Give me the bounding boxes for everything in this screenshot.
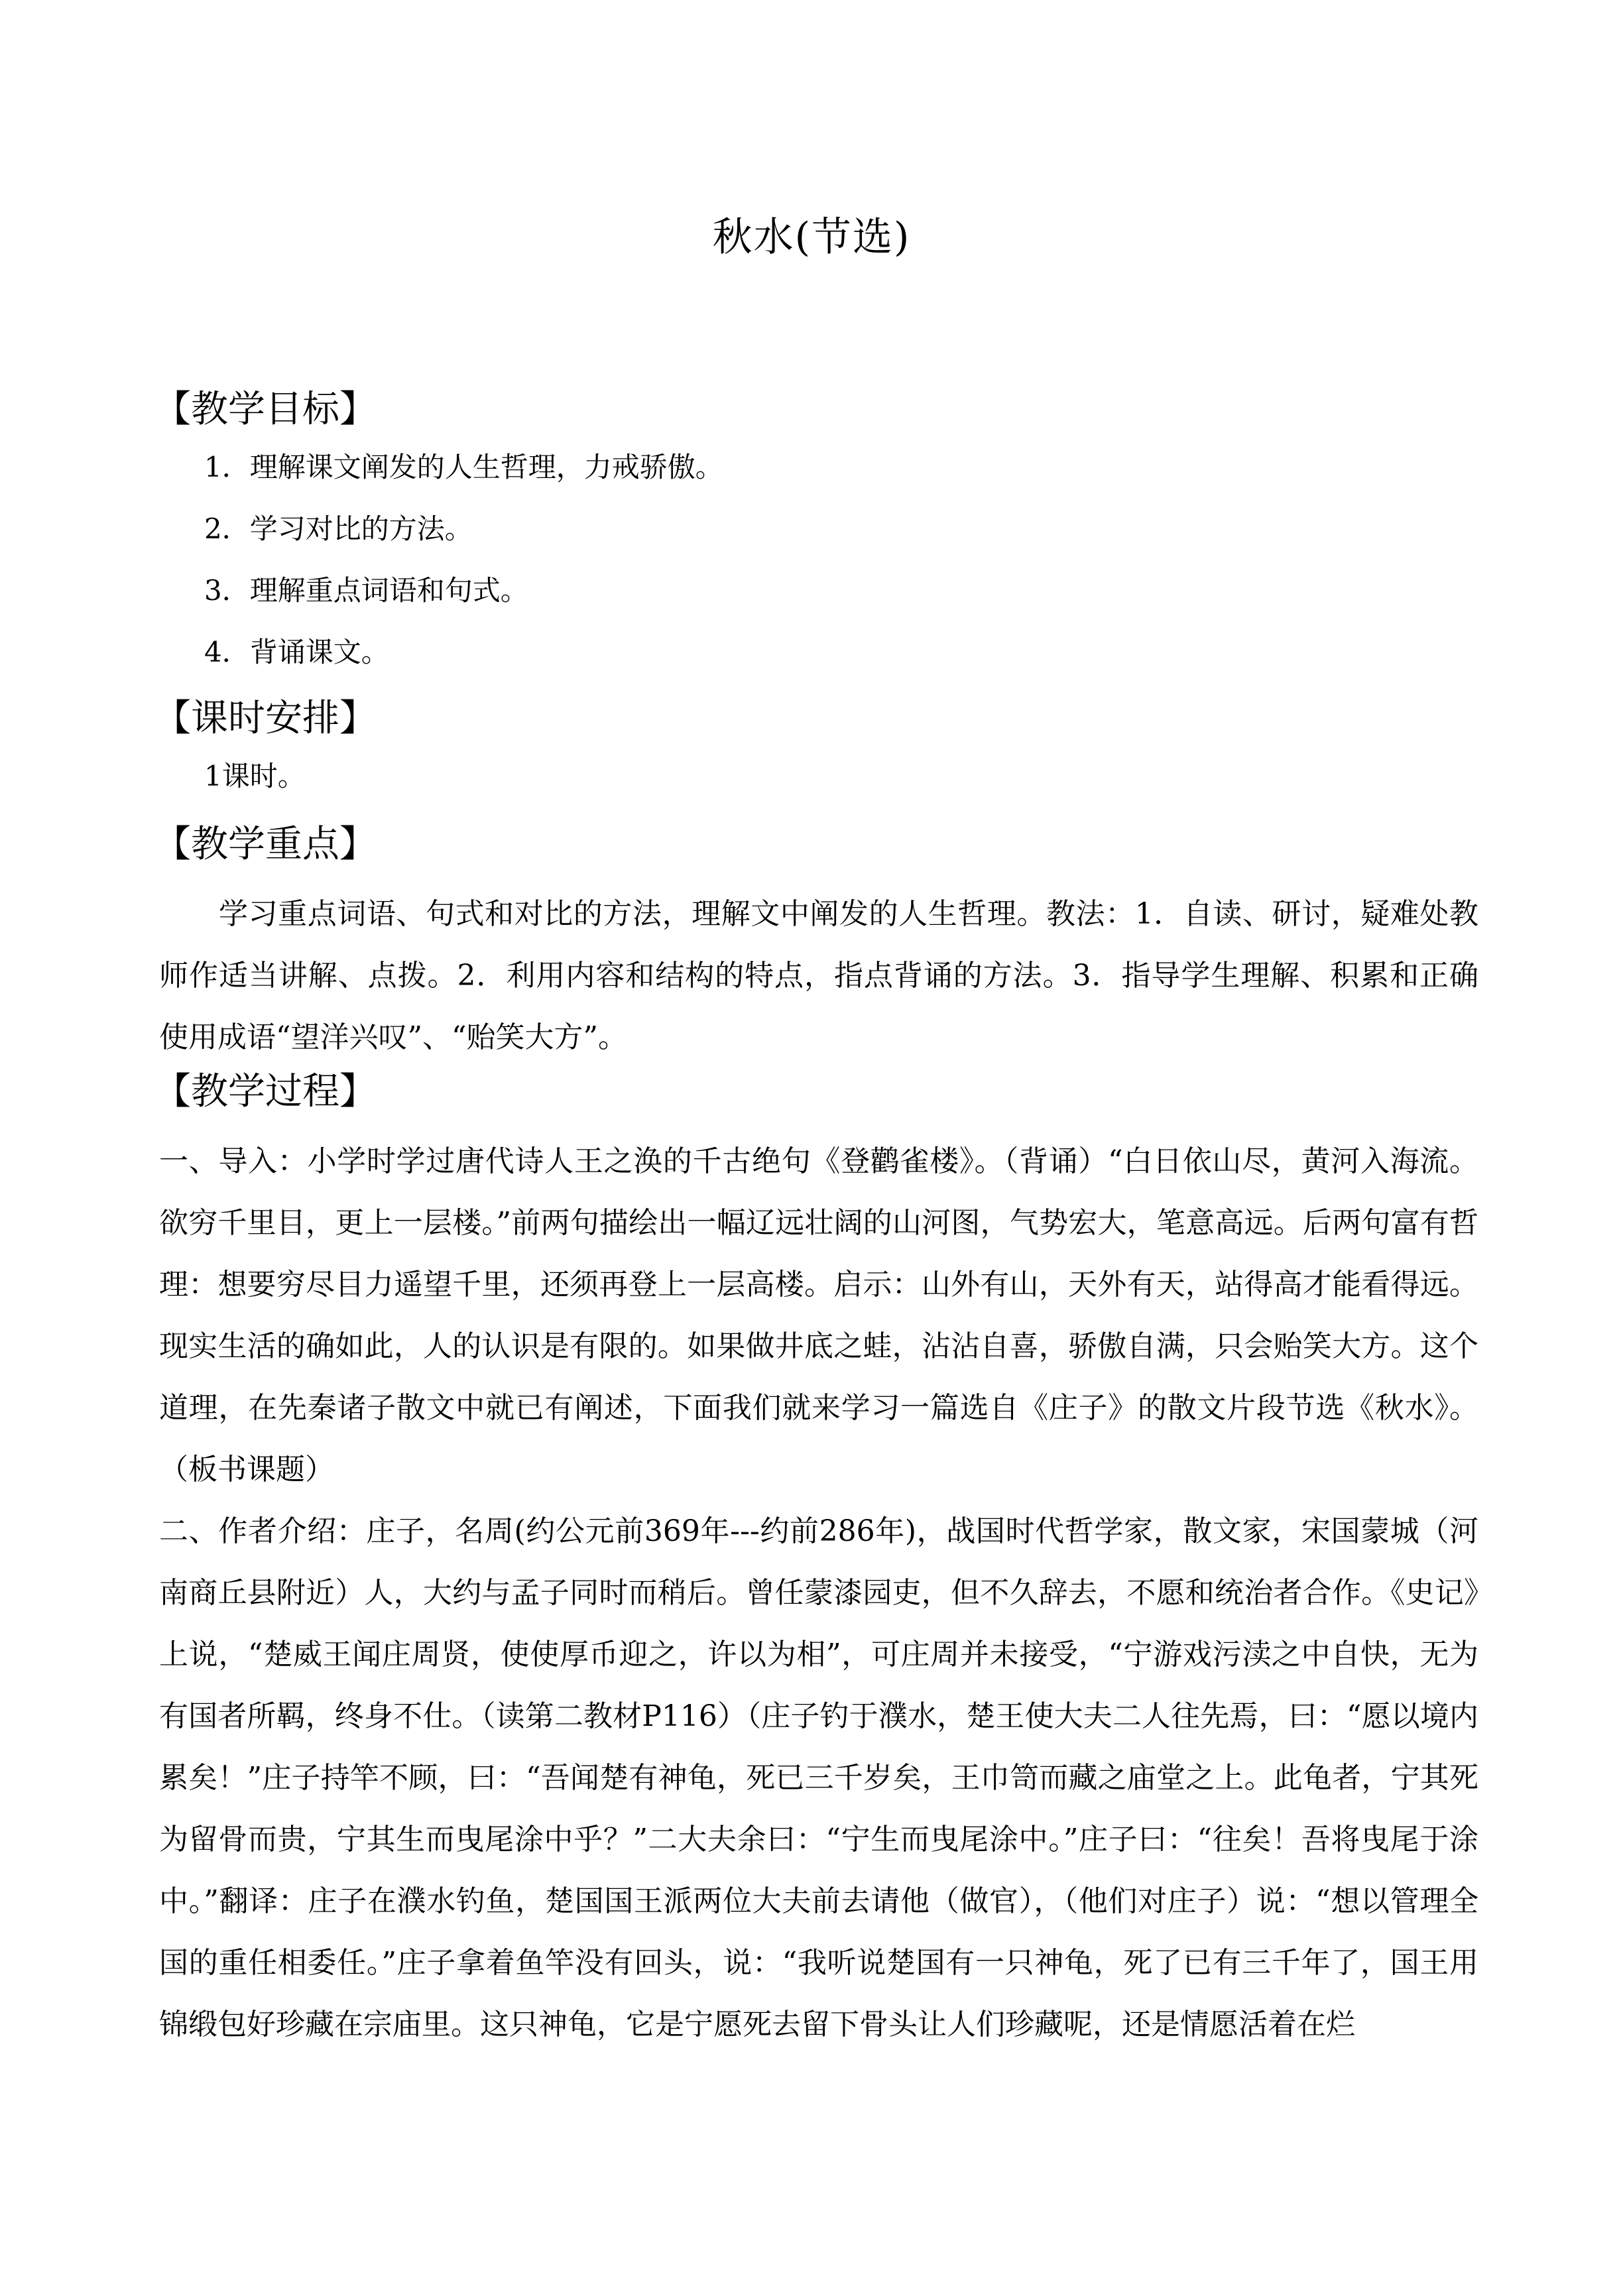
section-heading-focus: 【教学重点】 <box>154 823 377 866</box>
intro-paragraph: 一、导入：小学时学过唐代诗人王之涣的千古绝句《登鹳雀楼》。（背诵）“白日依山尽，黄河入海流。欲穷千里目，更上一层楼。”前两句描绘出一幅辽远壮阔的山河图，气势宏大，笔意高远。后两句富有哲理：想要穷尽目力遥望千里，还须再登上一层高楼。启示：山外有山，天外有天，站得高才能看得远。现实生活的确如此，人的认识是有限的。如果做井底之蛙，沾沾自喜，骄傲自满，只会贻笑大方。这个道理，在先秦诸子散文中就已有阐述，下面我们就来学习一篇选自《庄子》的散文片段节选《秋水》。（板书课题） <box>159 1144 1478 1486</box>
section-heading-objectives: 【教学目标】 <box>154 388 377 431</box>
focus-paragraph: 学习重点词语、句式和对比的方法，理解文中阐发的人生哲理。教法：1．自读、研讨，疑难处教师作适当讲解、点拨。2．利用内容和结构的特点，指点背诵的方法。3．指导学生理解、积累和正确使用成语“望洋兴叹”、“贻笑大方”。 <box>159 897 1478 1054</box>
objective-item: 1．理解课文阐发的人生哲理，力戒骄傲。 <box>204 451 723 483</box>
objective-item: 2．学习对比的方法。 <box>204 513 473 545</box>
objective-item: 4．背诵课文。 <box>204 636 389 668</box>
section-heading-process: 【教学过程】 <box>154 1070 377 1113</box>
document-body <box>154 386 1478 2055</box>
author-paragraph: 二、作者介绍：庄子，名周(约公元前369年---约前286年)，战国时代哲学家，散文家，宋国蒙城（河南商丘县附近）人，大约与孟子同时而稍后。曾任蒙漆园吏，但不久辞去，不愿和统治者合作。《史记》上说，“楚威王闻庄周贤，使使厚币迎之，许以为相”，可庄周并未接受，“宁游戏污渎之中自快，无为有国者所羁，终身不仕。（读第二教材P116）（庄子钓于濮水，楚王使大夫二人往先焉，曰：“愿以境内累矣！”庄子持竿不顾，曰：“吾闻楚有神龟，死已三千岁矣，王巾笥而藏之庙堂之上。此龟者，宁其死为留骨而贵，宁其生而曳尾涂中乎？”二大夫余曰：“宁生而曳尾涂中。”庄子曰：“往矣！吾将曳尾于涂中。”翻译：庄子在濮水钓鱼，楚国国王派两位大夫前去请他（做官），（他们对庄子）说：“想以管理全国的重任相委任。”庄子拿着鱼竿没有回头，说：“我听说楚国有一只神龟，死了已有三千年了，国王用锦缎包好珍藏在宗庙里。这只神龟，它是宁愿死去留下骨头让人们珍藏呢，还是情愿活着在烂 <box>159 1514 1478 2041</box>
objective-item: 3．理解重点词语和句式。 <box>204 574 528 607</box>
schedule-text: 1课时。 <box>204 760 306 792</box>
section-heading-schedule: 【课时安排】 <box>154 697 377 740</box>
document-title: 秋水(节选) <box>712 214 911 261</box>
